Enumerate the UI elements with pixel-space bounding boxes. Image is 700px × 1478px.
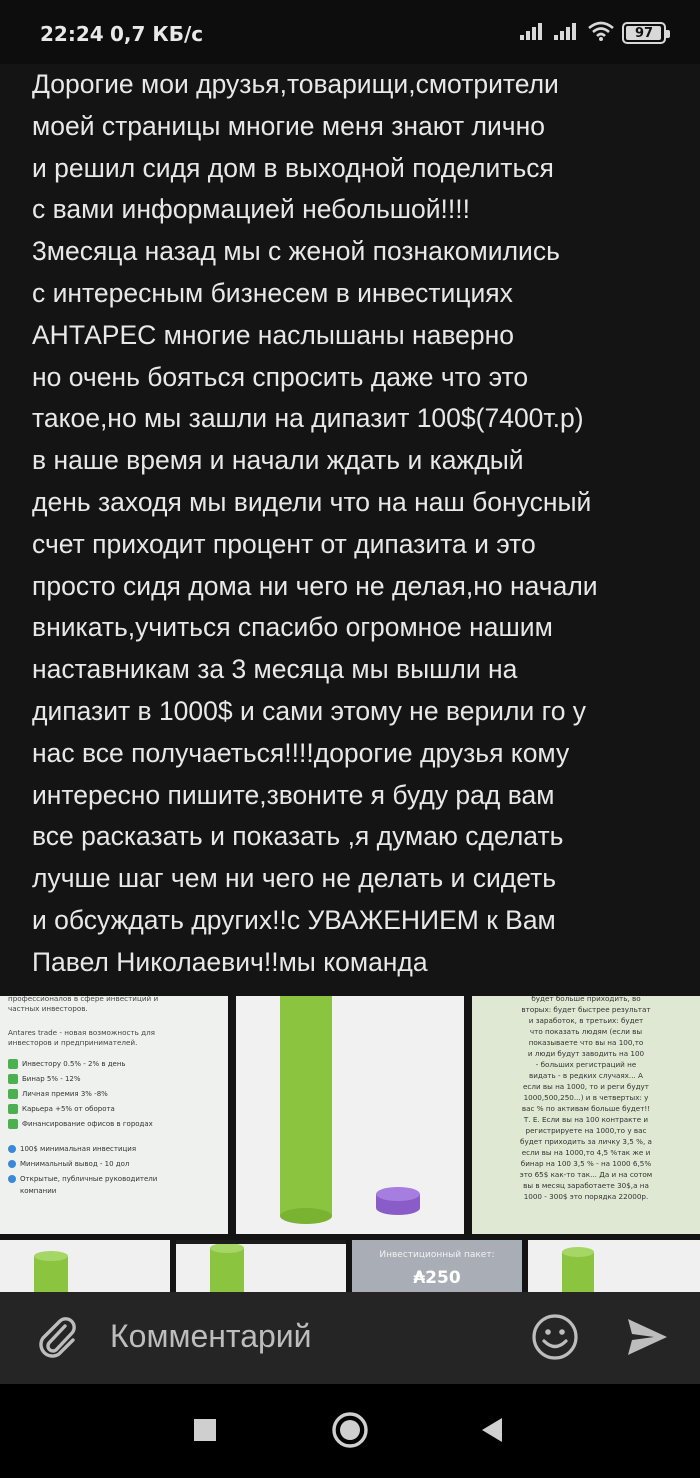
battery-level: 97: [634, 25, 654, 41]
document-line: Antares trade - новая возможность для: [8, 1028, 156, 1037]
post-line: такое,но мы зашли на дипазит 100$(7400т.р): [32, 403, 584, 434]
checkbox-icon: [8, 1104, 18, 1114]
bullet-icon: [8, 1175, 16, 1183]
post-line: вникать,учиться спасибо огромное нашим: [32, 612, 553, 643]
note-line: бинар на 100 3,5 % - на 1000 6,5%: [520, 1159, 652, 1168]
post-line: просто сидя дома ни чего не делая,но начали: [32, 570, 598, 601]
post-line: АНТАРЕС многие наслышаны наверно: [32, 319, 514, 350]
post-line: день заходя мы видели что на наш бонусный: [32, 486, 592, 517]
image-thumbnail-note[interactable]: [472, 996, 700, 1234]
image-thumbnail[interactable]: [0, 1240, 170, 1300]
post-line: лучше шаг чем ни чего не делать и сидеть: [32, 863, 557, 894]
post-line: и решил сидя дом в выходной поделиться: [32, 152, 554, 183]
post-line: счет приходит процент от дипазита и это: [32, 528, 536, 559]
post-line: интересно пишите,звоните я буду рад вам: [32, 779, 555, 810]
bullet-text: Минимальный вывод - 10 дол: [20, 1159, 130, 1168]
checklist-item: [8, 1101, 158, 1116]
post-line: с вами информацией небольшой!!!!: [32, 194, 471, 225]
post-line: Дорогие мои друзья,товарищи,смотрители: [32, 69, 559, 99]
checklist-item: [8, 1071, 158, 1086]
note-line: и люди будут заводить на 100: [527, 1049, 645, 1058]
checklist-text: Личная премия 3% -8%: [22, 1089, 108, 1098]
note-line: вы в месяц заработаете 30$,а на: [523, 1181, 649, 1190]
post-line: 3месяца назад мы с женой познакомились: [32, 236, 560, 267]
note-line: будет приходить за личку 3,5 %, а: [520, 1137, 652, 1146]
post-line: дипазит в 1000$ и сами этому не верили го у: [32, 695, 587, 726]
note-line: показываете что вы на 100,то: [528, 1038, 644, 1047]
document-line: инвесторов и предпринимателей.: [8, 1038, 138, 1047]
signal-icon: [554, 22, 580, 44]
post-line: нас все получаеться!!!!дорогие друзья кому: [32, 737, 570, 768]
note-line: будет больше приходить, во: [531, 996, 641, 1003]
note-line: 1000,500,250...) и в четвертых: у: [523, 1093, 649, 1102]
bullet-text: Открытые, публичные руководители: [20, 1174, 158, 1183]
note-line: и заработок, в третьих: будет: [528, 1016, 644, 1025]
note-text: [472, 996, 700, 1202]
checkbox-icon: [8, 1089, 18, 1099]
note-line: Т. Е. Если вы на 100 контракте и: [523, 1115, 649, 1124]
note-line: что показать людям (если вы: [529, 1027, 643, 1036]
bullet-icon: [8, 1160, 16, 1168]
post-line: моей страницы многие меня знают лично: [32, 110, 545, 141]
send-icon[interactable]: [622, 1312, 672, 1362]
image-thumbnail[interactable]: [176, 1240, 346, 1300]
battery-icon: [622, 22, 666, 44]
package-label: Инвестиционный пакет:: [379, 1250, 495, 1260]
checklist-text: Инвестору 0.5% - 2% в день: [22, 1059, 126, 1068]
cylinder-chart: [236, 996, 464, 1234]
home-circle-icon[interactable]: [328, 1408, 372, 1452]
checklist-text: Карьера +5% от оборота: [22, 1104, 115, 1113]
comment-bar: [0, 1292, 700, 1384]
document-line: частных инвесторов.: [8, 1004, 88, 1013]
post-line: и обсуждать других!!с УВАЖЕНИЕМ к Вам: [32, 904, 556, 935]
note-line: это 65$ как-то так... Да и на сотом: [519, 1170, 653, 1179]
post-line: Павел Николаевич!!мы команда: [32, 946, 428, 977]
bullet-text: 100$ минимальная инвестиция: [20, 1144, 137, 1153]
note-line: 1000 - 300$ это порядка 22000р.: [523, 1192, 649, 1201]
image-thumbnail[interactable]: [528, 1240, 700, 1300]
post-line: но очень бояться спросить даже что это: [32, 361, 529, 392]
network-speed: 0,7 КБ/с: [110, 22, 204, 46]
image-thumbnail-chart[interactable]: [236, 996, 464, 1234]
bullet-item: [8, 1171, 158, 1186]
post-line: все расказать и показать ,я думаю сделать: [32, 821, 564, 852]
document-line: профессионалов в сфере инвестиций и: [8, 996, 159, 1003]
green-cylinder: [280, 996, 332, 1216]
note-line: вторых: будет быстрее результат: [521, 1005, 651, 1014]
paperclip-icon[interactable]: [32, 1312, 82, 1362]
image-thumbnail-document[interactable]: [0, 996, 228, 1234]
checklist-text: Бинар 5% - 12%: [22, 1074, 81, 1083]
back-triangle-icon[interactable]: [470, 1408, 514, 1452]
checklist-item: [8, 1056, 158, 1071]
note-line: видать - в редких случаях... А: [529, 1071, 643, 1080]
checklist-item: [8, 1086, 158, 1101]
bullet-item: [8, 1141, 158, 1156]
signal-icon: [520, 22, 546, 44]
checklist-item: [8, 1116, 158, 1131]
note-line: вас % по активам больше будет!!: [521, 1104, 651, 1113]
note-line: если вы на 1000,то 4,5 %так же и: [521, 1148, 651, 1157]
post-line: в наше время и начали ждать и каждый: [32, 445, 524, 476]
wifi-icon: [588, 21, 614, 45]
document-text: [8, 996, 158, 1196]
note-line: - больших регистраций не: [535, 1060, 637, 1069]
checkbox-icon: [8, 1059, 18, 1069]
package-value: ₳250: [413, 1268, 461, 1288]
post-line: наставникам за 3 месяца мы вышли на: [32, 654, 518, 685]
status-bar: [0, 0, 700, 64]
bullet-item: [8, 1156, 158, 1171]
comment-input[interactable]: [110, 1314, 510, 1358]
smiley-icon[interactable]: [530, 1312, 580, 1362]
status-icons: [520, 21, 666, 45]
status-time: 22:24: [40, 22, 104, 46]
bullet-text: компании: [20, 1187, 57, 1195]
navigation-bar: [0, 1384, 700, 1478]
image-thumbnail-package[interactable]: [352, 1240, 522, 1300]
post-text: [32, 64, 672, 984]
bullet-item: [8, 1186, 158, 1196]
post-line: с интересным бизнесем в инвестициях: [32, 277, 513, 308]
bullet-icon: [8, 1145, 16, 1153]
checkbox-icon: [8, 1074, 18, 1084]
note-line: если вы на 1000, то и реги будут: [522, 1082, 649, 1091]
recents-square-icon[interactable]: [183, 1408, 227, 1452]
note-line: регистрируете на 1000,то у вас: [525, 1126, 647, 1135]
checklist-text: Финансирование офисов в городах: [22, 1119, 153, 1128]
checkbox-icon: [8, 1119, 18, 1129]
